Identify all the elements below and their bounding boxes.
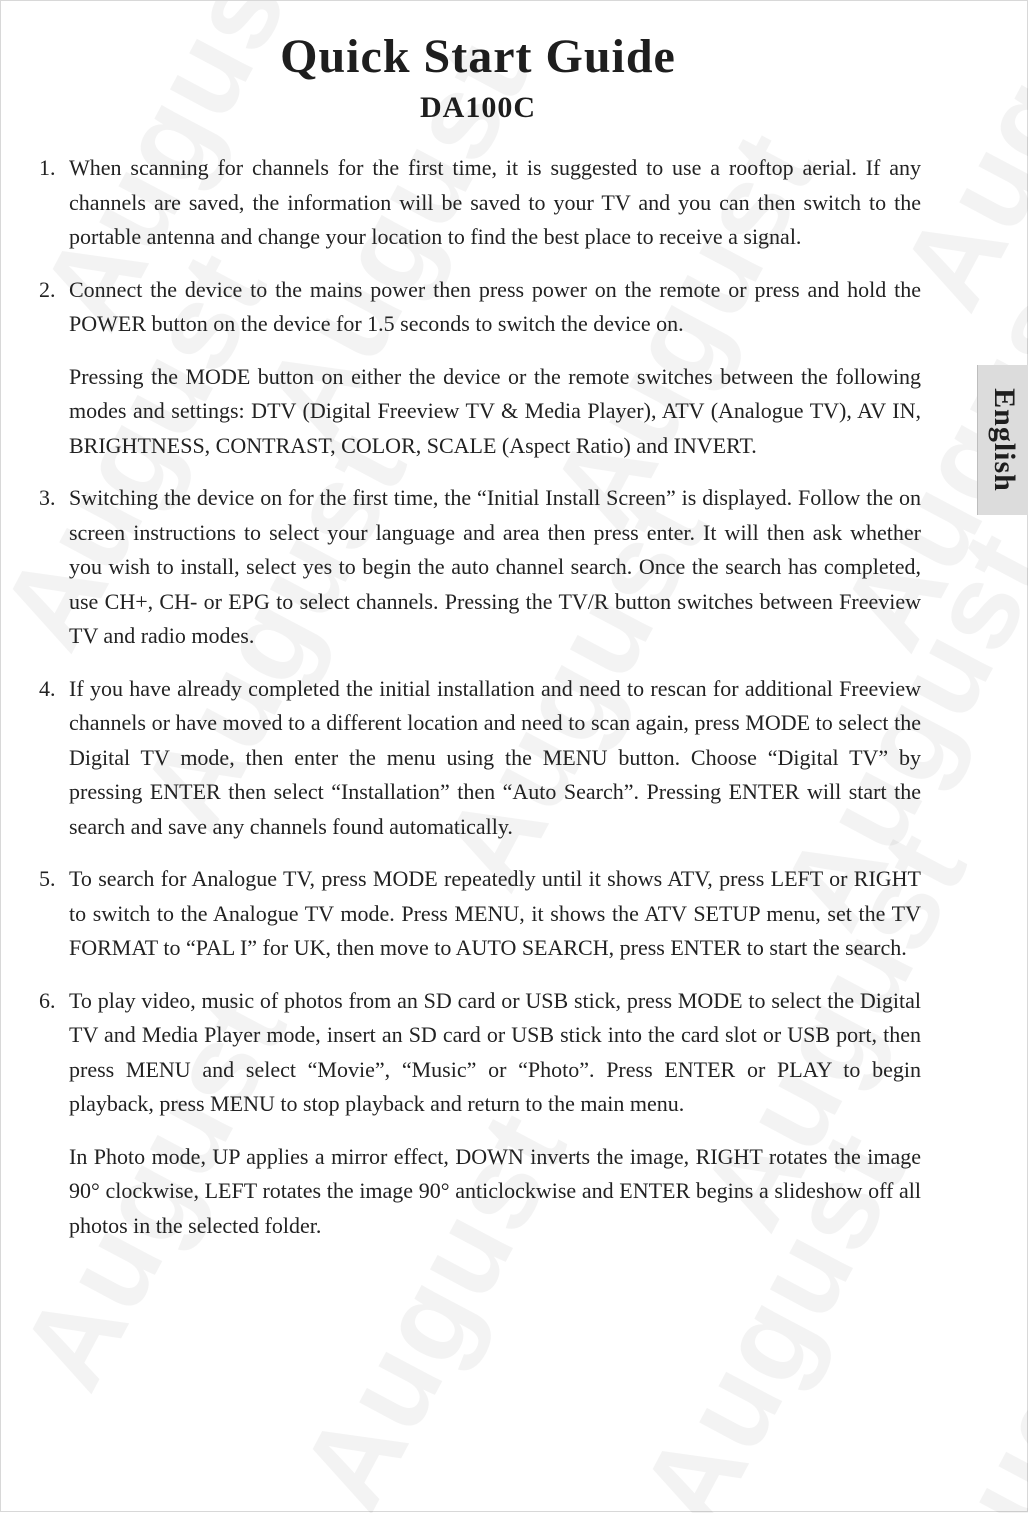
- item-text: To play video, music of photos from an SD card or USB stick, press MODE to select the Digital TV and Media Player mode, insert an SD card or USB stick into the card slot or USB port, then press MENU and select “Movie”, “Music” or “Photo”. Press ENTER or PLAY to begin playback, press MENU to stop playback and return to the main menu.: [69, 987, 921, 1116]
- list-item: [39, 481, 921, 654]
- item-extra-text: In Photo mode, UP applies a mirror effect, DOWN inverts the image, RIGHT rotates the image 90° clockwise, LEFT rotates the image 90° anticlockwise and ENTER begins a slideshow off all photos in the selected folder.: [69, 1143, 921, 1238]
- item-number: 3.: [39, 485, 56, 510]
- list-item: [39, 672, 921, 845]
- item-text: If you have already completed the initial installation and need to rescan for additional Freeview channels or have moved to a different location and need to scan again, press MODE to select the Digital TV mode, then enter the menu using the MENU button. Choose “Digital TV” by pressing ENTER then select “Installation” then “Auto Search”. Pressing ENTER will start the search and save any channels found automatically.: [69, 675, 921, 839]
- list-item: [39, 984, 921, 1122]
- model-number: DA100C: [420, 91, 536, 124]
- page-title: Quick Start Guide: [280, 30, 676, 83]
- item-number: 1.: [39, 155, 56, 180]
- item-text: To search for Analogue TV, press MODE repeatedly until it shows ATV, press LEFT or RIGHT to switch to the Analogue TV mode. Press MENU, it shows the ATV SETUP menu, set the TV FORMAT to “PAL I” for UK, then move to AUTO SEARCH, press ENTER to start the search.: [69, 866, 921, 960]
- list-item: [39, 273, 921, 342]
- item-number: 5.: [39, 866, 56, 891]
- language-tab-label: English: [988, 388, 1022, 492]
- item-number: 4.: [39, 675, 56, 701]
- list-item: [39, 151, 921, 255]
- item-number: 2.: [39, 276, 56, 302]
- item-text: Connect the device to the mains power then press power on the remote or press and hold the POWER button on the device for 1.5 seconds to switch the device on.: [69, 276, 921, 336]
- language-tab: [977, 365, 1028, 515]
- item-extra-text: Pressing the MODE button on either the device or the remote switches between the following modes and settings: DTV (Digital Freeview TV & Media Player), ATV (Analogue TV), AV IN, BRIGHTNESS, CONTRAST, COLOR, SCALE (Aspect Ratio) and INVERT.: [69, 363, 921, 458]
- list-item: [39, 862, 921, 966]
- item-number: 6.: [39, 987, 56, 1013]
- item-text: When scanning for channels for the first time, it is suggested to use a rooftop aerial. If any channels are saved, the information will be saved to your TV and you can then switch to the portable antenna and change your location to find the best place to receive a signal.: [69, 155, 921, 249]
- item-text: Switching the device on for the first time, the “Initial Install Screen” is displayed. Follow the on screen instructions to select your language and area then press enter. It will then ask whether you wish to install, select yes to begin the auto channel search. Once the search has completed, use CH+, CH- or EPG to select channels. Pressing the TV/R button switches between Freeview TV and radio modes.: [69, 485, 921, 648]
- instructions-list: [39, 151, 921, 1261]
